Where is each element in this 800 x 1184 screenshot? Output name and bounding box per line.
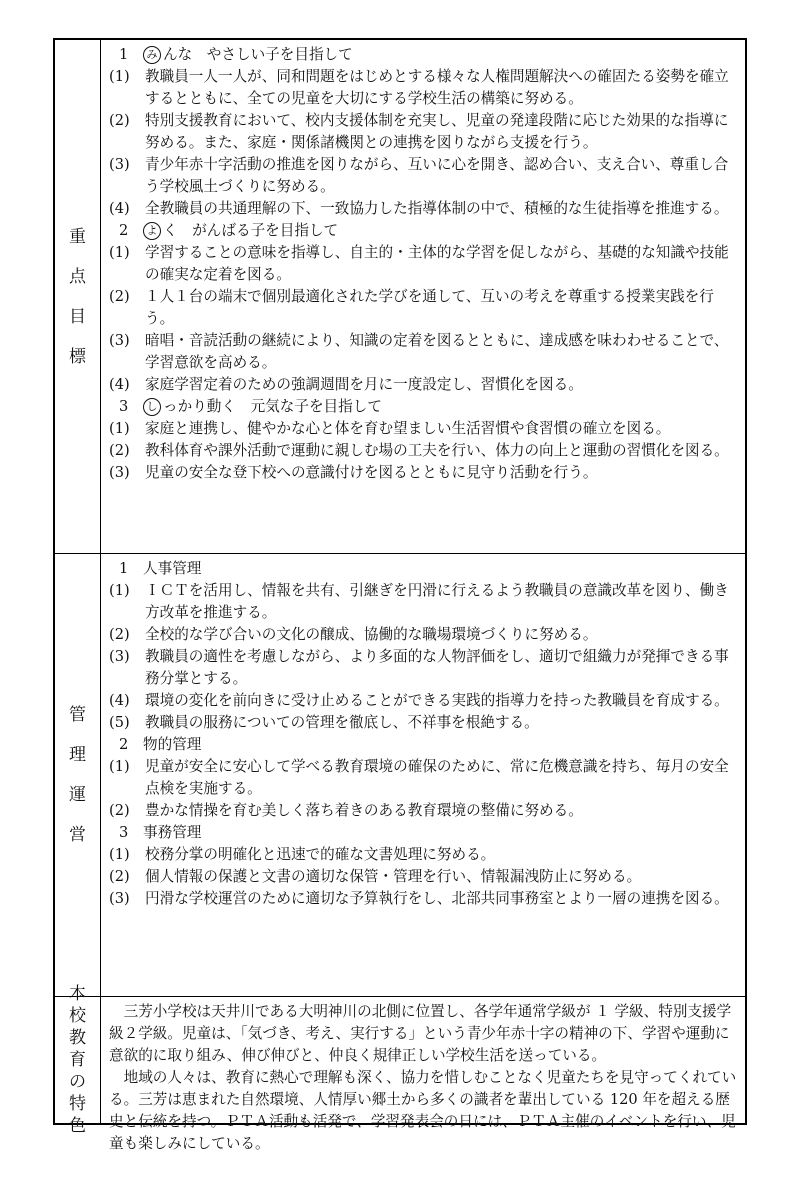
group-number: 1 xyxy=(119,560,129,577)
group-number: 3 xyxy=(119,398,129,415)
item-text: 暗唱・音読活動の継続により、知識の定着を図るとともに、達成感を味わわせることで、学習意欲を高める。 xyxy=(145,332,729,371)
item-number: (3) xyxy=(109,332,130,349)
circled-character: み xyxy=(143,46,161,64)
group-title: 事務管理 xyxy=(143,824,202,841)
item-number: (1) xyxy=(109,846,130,863)
item-text: 児童の安全な登下校への意識付けを図るとともに見守り活動を行う。 xyxy=(145,464,598,481)
list-item xyxy=(109,66,739,110)
list-item xyxy=(109,712,739,734)
item-number: (2) xyxy=(109,112,130,129)
row-honko-tokushoku xyxy=(55,984,745,1152)
list-item xyxy=(109,418,739,440)
list-item xyxy=(109,866,739,888)
group-number: 3 xyxy=(119,824,129,841)
circled-character: よ xyxy=(143,222,161,240)
list-item xyxy=(109,374,739,396)
row-kanri-unei xyxy=(55,553,745,996)
item-number: (1) xyxy=(109,244,130,261)
group-heading xyxy=(109,558,739,580)
item-number: (2) xyxy=(109,442,130,459)
list-item xyxy=(109,440,739,462)
list-item xyxy=(109,330,739,374)
group-number: 2 xyxy=(119,222,129,239)
group-heading xyxy=(109,44,739,66)
row-label-kanri: 管理運営 xyxy=(68,705,86,845)
group-heading xyxy=(109,220,739,242)
item-text: 学習することの意味を指導し、自主的・主体的な学習を促しながら、基礎的な知識や技能の確実な定着を図る。 xyxy=(145,244,729,283)
item-number: (4) xyxy=(109,200,130,217)
group-title: 物的管理 xyxy=(143,736,202,753)
item-number: (5) xyxy=(109,714,130,731)
item-number: (2) xyxy=(109,868,130,885)
item-text: 校務分掌の明確化と迅速で的確な文書処理に努める。 xyxy=(145,846,496,863)
item-number: (4) xyxy=(109,376,130,393)
item-text: 豊かな情操を育む美しく落ち着きのある教育環境の整備に努める。 xyxy=(145,802,583,819)
row-label-tokushoku: 本校教育の特色 xyxy=(68,984,86,1136)
item-text: 環境の変化を前向きに受け止めることができる実践的指導力を持った教職員を育成する。 xyxy=(145,692,729,709)
list-item xyxy=(109,624,739,646)
group-title: っかり動く 元気な子を目指して xyxy=(163,398,382,415)
item-number: (2) xyxy=(109,802,130,819)
paragraph: 地域の人々は、教育に熱心で理解も深く、協力を惜しむことなく児童たちを見守ってくれている。三芳は恵まれた自然環境、人情厚い郷土から多くの識者を輩出している 120 年を超える歴史と伝統を持つ。ＰＴＡ活動も活発で、学習発表会の日には、ＰＴＡ主催のイベントを行い、児童も楽しみにしている。 xyxy=(109,1069,737,1152)
list-item xyxy=(109,242,739,286)
list-item xyxy=(109,844,739,866)
item-text: 個人情報の保護と文書の適切な保管・管理を行い、情報漏洩防止に努める。 xyxy=(145,868,642,885)
group-title: んな やさしい子を目指して xyxy=(163,46,353,63)
list-item xyxy=(109,580,739,624)
row-label-cell xyxy=(55,554,101,996)
item-text: １人１台の端末で個別最適化された学びを通して、互いの考えを尊重する授業実践を行う。 xyxy=(145,288,714,327)
item-text: 教職員の適性を考慮しながら、より多面的な人物評価をし、適切で組織力が発揮できる事務分掌とする。 xyxy=(145,648,729,687)
item-number: (1) xyxy=(109,68,130,85)
row-label-juten: 重点目標 xyxy=(68,226,86,367)
list-item xyxy=(109,888,739,910)
row-content-kanri xyxy=(101,554,745,996)
item-text: 家庭と連携し、健やかな心と体を育む望ましい生活習慣や食習慣の確立を図る。 xyxy=(145,420,671,437)
row-content-tokushoku xyxy=(101,997,745,1152)
paragraph: 三芳小学校は天井川である大明神川の北側に位置し、各学年通常学級が １ 学級、特別支援学級２学級。児童は、「気づき、考え、実行する」という青少年赤十字の精神の下、学習や運動に意欲的に取り組み、伸び伸びと、仲良く規律正しい学校生活を送っている。 xyxy=(109,1003,732,1064)
item-text: 教職員一人一人が、同和問題をはじめとする様々な人権問題解決への確固たる姿勢を確立するとともに、全ての児童を大切にする学校生活の構築に努める。 xyxy=(145,68,729,107)
list-item xyxy=(109,198,739,220)
item-text: 円滑な学校運営のために適切な予算執行をし、北部共同事務室とより一層の連携を図る。 xyxy=(145,890,729,907)
item-text: ＩＣＴを活用し、情報を共有、引継ぎを円滑に行えるよう教職員の意識改革を図り、働き方改革を推進する。 xyxy=(145,582,729,621)
list-item xyxy=(109,110,739,154)
item-text: 全教職員の共通理解の下、一致協力した指導体制の中で、積極的な生徒指導を推進する。 xyxy=(145,200,729,217)
group-title: 人事管理 xyxy=(143,560,202,577)
item-number: (3) xyxy=(109,890,130,907)
item-text: 青少年赤十字活動の推進を図りながら、互いに心を開き、認め合い、支え合い、尊重し合う学校風土づくりに努める。 xyxy=(145,156,729,195)
row-label-cell xyxy=(55,984,101,1136)
group-number: 1 xyxy=(119,46,129,63)
item-number: (1) xyxy=(109,420,130,437)
circled-character: し xyxy=(143,398,161,416)
list-item xyxy=(109,462,739,484)
item-number: (3) xyxy=(109,648,130,665)
item-text: 家庭学習定着のための強調週間を月に一度設定し、習慣化を図る。 xyxy=(145,376,583,393)
row-label-cell xyxy=(55,40,101,553)
row-juten-mokuhyo xyxy=(55,40,745,553)
list-item xyxy=(109,690,739,712)
item-text: 教職員の服務についての管理を徹底し、不祥事を根絶する。 xyxy=(145,714,539,731)
item-text: 全校的な学び合いの文化の醸成、協働的な職場環境づくりに努める。 xyxy=(145,626,598,643)
list-item xyxy=(109,756,739,800)
item-number: (3) xyxy=(109,156,130,173)
row-content-juten xyxy=(101,40,745,553)
group-heading xyxy=(109,396,739,418)
item-number: (4) xyxy=(109,692,130,709)
item-text: 特別支援教育において、校内支援体制を充実し、児童の発達段階に応じた効果的な指導に努める。また、家庭・関係諸機関との連携を図りながら支援を行う。 xyxy=(145,112,729,151)
group-title: く がんばる子を目指して xyxy=(163,222,339,239)
group-number: 2 xyxy=(119,736,129,753)
item-text: 児童が安全に安心して学べる教育環境の確保のために、常に危機意識を持ち、毎月の安全点検を実施する。 xyxy=(145,758,729,797)
item-number: (2) xyxy=(109,288,130,305)
list-item xyxy=(109,154,739,198)
item-number: (3) xyxy=(109,464,130,481)
item-number: (1) xyxy=(109,582,130,599)
list-item xyxy=(109,800,739,822)
item-number: (2) xyxy=(109,626,130,643)
list-item xyxy=(109,646,739,690)
item-number: (1) xyxy=(109,758,130,775)
group-heading xyxy=(109,734,739,756)
group-heading xyxy=(109,822,739,844)
item-text: 教科体育や課外活動で運動に親しむ場の工夫を行い、体力の向上と運動の習慣化を図る。 xyxy=(145,442,729,459)
list-item xyxy=(109,286,739,330)
document-table xyxy=(53,38,747,1152)
